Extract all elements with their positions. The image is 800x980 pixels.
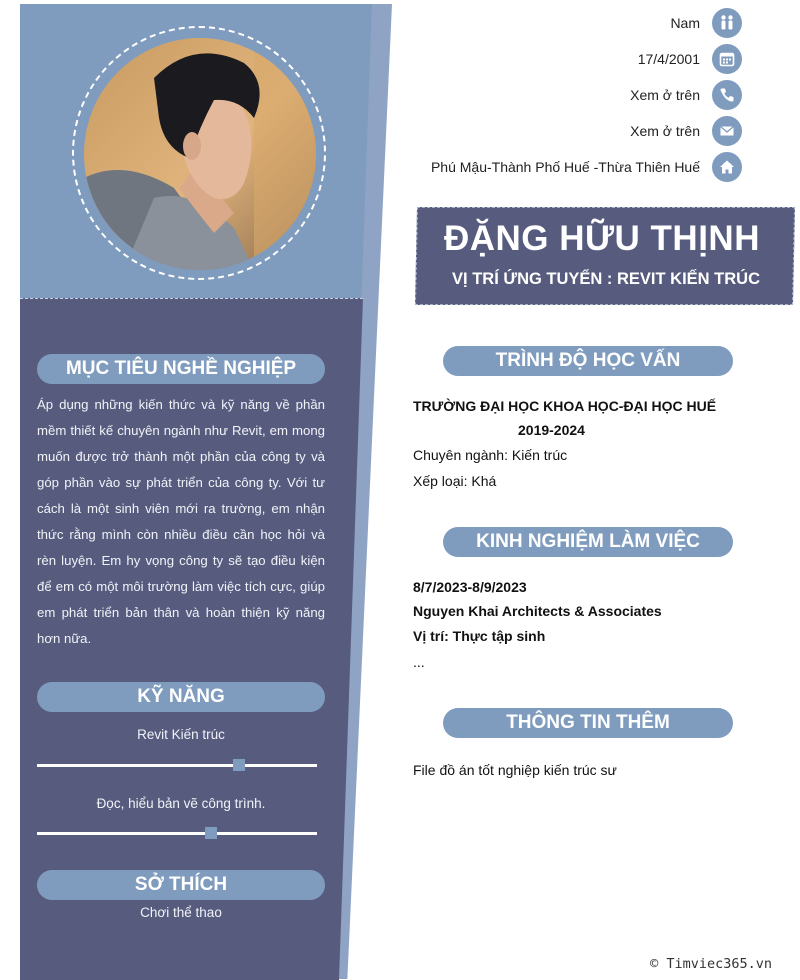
skill-level-marker (205, 827, 217, 839)
education-heading: TRÌNH ĐỘ HỌC VẤN (443, 346, 733, 376)
school-years: 2019-2024 (518, 422, 585, 438)
skill-name: Đọc, hiểu bản vẽ công trình. (96, 796, 266, 811)
footer-credit: © Timviec365.vn (650, 956, 772, 972)
hobbies-heading: SỞ THÍCH (37, 870, 325, 900)
contact-gender (670, 7, 742, 39)
candidate-name: ĐẶNG HỮU THỊNH (443, 219, 760, 258)
job-role: Vị trí: Thực tập sinh (413, 628, 546, 644)
address-text: Phú Mậu-Thành Phố Huế -Thừa Thiên Huế (430, 159, 700, 175)
gender-text: Nam (670, 15, 700, 31)
envelope-icon (712, 116, 742, 146)
hobby-text: Chơi thể thao (140, 905, 222, 920)
skill-name: Revit Kiến trúc (137, 727, 225, 742)
contact-birthday (638, 43, 742, 75)
extra-info-heading: THÔNG TIN THÊM (443, 708, 733, 738)
phone-icon (712, 80, 742, 110)
experience-more: ... (413, 654, 425, 670)
skills-heading: KỸ NĂNG (37, 682, 325, 712)
applied-position: VỊ TRÍ ỨNG TUYỂN : REVIT KIẾN TRÚC (452, 270, 760, 288)
grade: Xếp loại: Khá (413, 473, 497, 489)
company-name: Nguyen Khai Architects & Associates (413, 603, 662, 619)
work-period: 8/7/2023-8/9/2023 (413, 579, 527, 595)
contact-address (431, 151, 742, 183)
gender-icon (712, 8, 742, 38)
skill-bar (37, 832, 317, 835)
email-text: Xem ở trên (630, 123, 700, 139)
major: Chuyên ngành: Kiến trúc (413, 447, 568, 463)
avatar (84, 38, 316, 270)
contact-phone (630, 79, 742, 111)
school-name: TRƯỜNG ĐẠI HỌC KHOA HỌC-ĐẠI HỌC HUẾ (413, 398, 717, 414)
skill-bar (37, 764, 317, 767)
skill-level-marker (233, 759, 245, 771)
home-icon (712, 152, 742, 182)
extra-info-text: File đồ án tốt nghiệp kiến trúc sư (413, 762, 617, 778)
birthday-text: 17/4/2001 (637, 51, 700, 67)
objective-text: Áp dụng những kiến thức và kỹ năng về phần mềm thiết kế chuyên ngành như Revit, em mong muốn được trở thành một phần của công ty và góp phần vào sự phát triển của công ty. Với tư cách là một sinh viên mới ra trường, em nhận thức rằng mình còn nhiều điều cần học hỏi và rèn luyện. Em hy vọng công ty sẽ tạo điều kiện để em có một môi trường làm việc tích cực, giúp em phát triển bản thân và hoàn thiện kỹ năng hơn nữa. (37, 397, 325, 646)
objective-heading: MỤC TIÊU NGHỀ NGHIỆP (37, 354, 325, 384)
calendar-icon (712, 44, 742, 74)
experience-heading: KINH NGHIỆM LÀM VIỆC (443, 527, 733, 557)
contact-email (630, 115, 742, 147)
phone-text: Xem ở trên (630, 87, 700, 103)
